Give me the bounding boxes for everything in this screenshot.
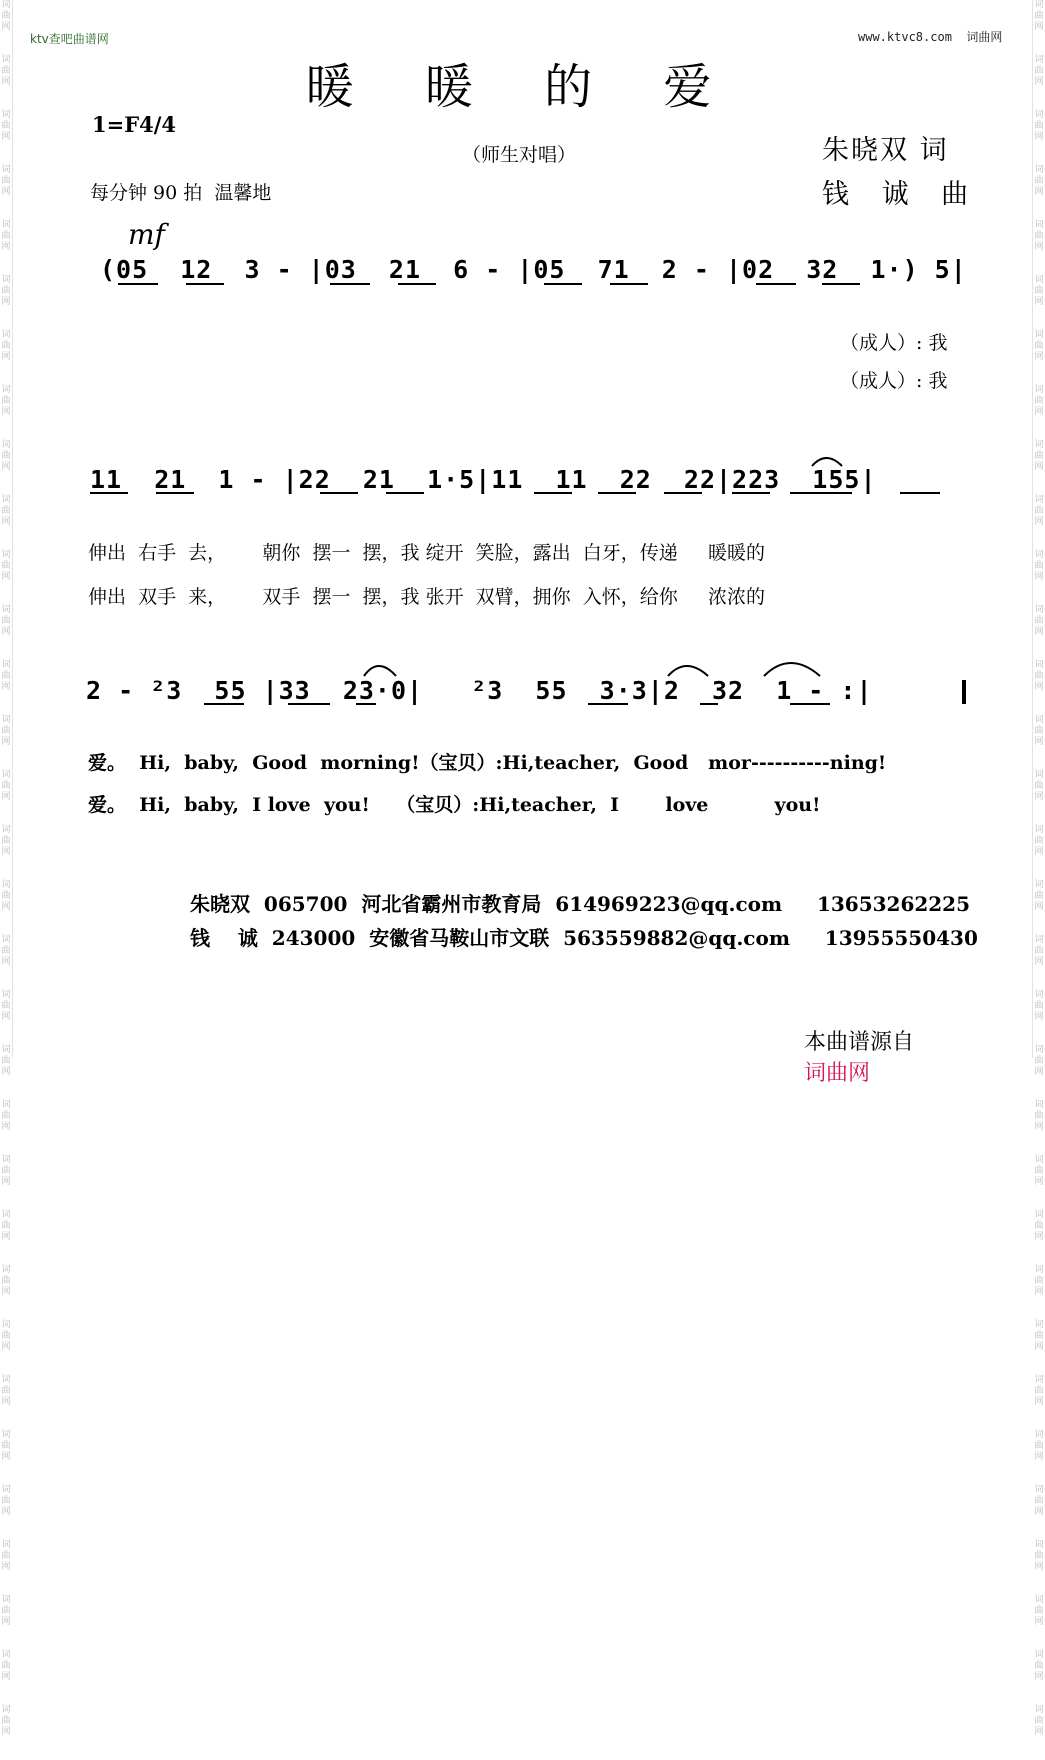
lyric-line-2-verse-1: 伸出 右手 去， 朝你 摆一 摆，我 绽开 笑脸，露出 白牙，传递 暖暖的 <box>88 542 765 564</box>
notation-line-3: 2 - ²3 55 |33 23·0| ²3 55 3·3|2 32 1 - :| <box>86 676 873 705</box>
composer-credit: 钱 诚 曲 <box>822 179 981 210</box>
song-title: 暖 暖 的 爱 <box>305 59 740 115</box>
notation-line-2: 11 21 1 - |22 21 1·5|11 11 22 22|223 155| <box>90 465 877 494</box>
slur <box>812 458 842 466</box>
lyric-line-2-verse-2: 伸出 双手 来， 双手 摆一 摆，我 张开 双臂，拥你 入怀，给你 浓浓的 <box>88 586 765 608</box>
part-label-2: （成人）: 我 <box>840 370 948 392</box>
slur <box>364 666 396 676</box>
slur <box>668 666 708 676</box>
source-site-link[interactable]: 词曲网 <box>804 1061 871 1086</box>
lyric-line-3-verse-1: 爱。 Hi, baby, Good morning!（宝贝）:Hi,teacher, Good mor----------ning! <box>88 752 887 774</box>
watermark-strip-left: 词 曲 网 词 曲 网 词 曲 网 词 曲 网 词 曲 网 词 曲 网 词 曲 网 词 曲 网 词 曲 网 词 曲 网 词 曲 网 词 曲 网 词 曲 网 词 曲 网 词 曲 网 词 曲 网 词 曲 网 词 曲 网 词 曲 网 词 曲 网 词 曲 网 词 曲 网 词 曲 网 词 曲 网 词 曲 网 词 曲 网 词 曲 网 词 曲 网 词 曲 网 词 曲 网 词 曲 网 词 曲 网 <box>0 0 13 1058</box>
watermark-site-left: ktv查吧曲谱网 <box>30 32 109 46</box>
notation-line-1: (05 12 3 - |03 21 6 - |05 71 2 - |02 32 1·) 5| <box>100 255 967 284</box>
watermark-site-right: www.ktvc8.com 词曲网 <box>858 30 1003 44</box>
tempo-marking: 每分钟 90 拍 温馨地 <box>90 182 272 204</box>
contact-lyricist: 朱晓双 065700 河北省霸州市教育局 614969223@qq.com 13653262225 <box>190 892 971 916</box>
contact-composer: 钱 诚 243000 安徽省马鞍山市文联 563559882@qq.com 13955550430 <box>190 926 978 950</box>
slur <box>764 663 820 676</box>
lyric-line-3-verse-2: 爱。 Hi, baby, I love you! （宝贝）:Hi,teacher, I love you! <box>88 794 821 816</box>
song-subtitle: （师生对唱） <box>462 144 577 166</box>
part-label-1: （成人）: 我 <box>840 332 948 354</box>
watermark-strip-right: 词 曲 网 词 曲 网 词 曲 网 词 曲 网 词 曲 网 词 曲 网 词 曲 网 词 曲 网 词 曲 网 词 曲 网 词 曲 网 词 曲 网 词 曲 网 词 曲 网 词 曲 网 词 曲 网 词 曲 网 词 曲 网 词 曲 网 词 曲 网 词 曲 网 词 曲 网 词 曲 网 词 曲 网 词 曲 网 词 曲 网 词 曲 网 词 曲 网 词 曲 网 词 曲 网 词 曲 网 词 曲 网 <box>1032 0 1045 1058</box>
source-prefix: 本曲谱源自 <box>804 1030 915 1055</box>
key-signature: 1=F4/4 <box>92 112 177 137</box>
dynamic-marking: mf <box>128 218 165 251</box>
lyricist-credit: 朱晓双 词 <box>822 135 949 166</box>
